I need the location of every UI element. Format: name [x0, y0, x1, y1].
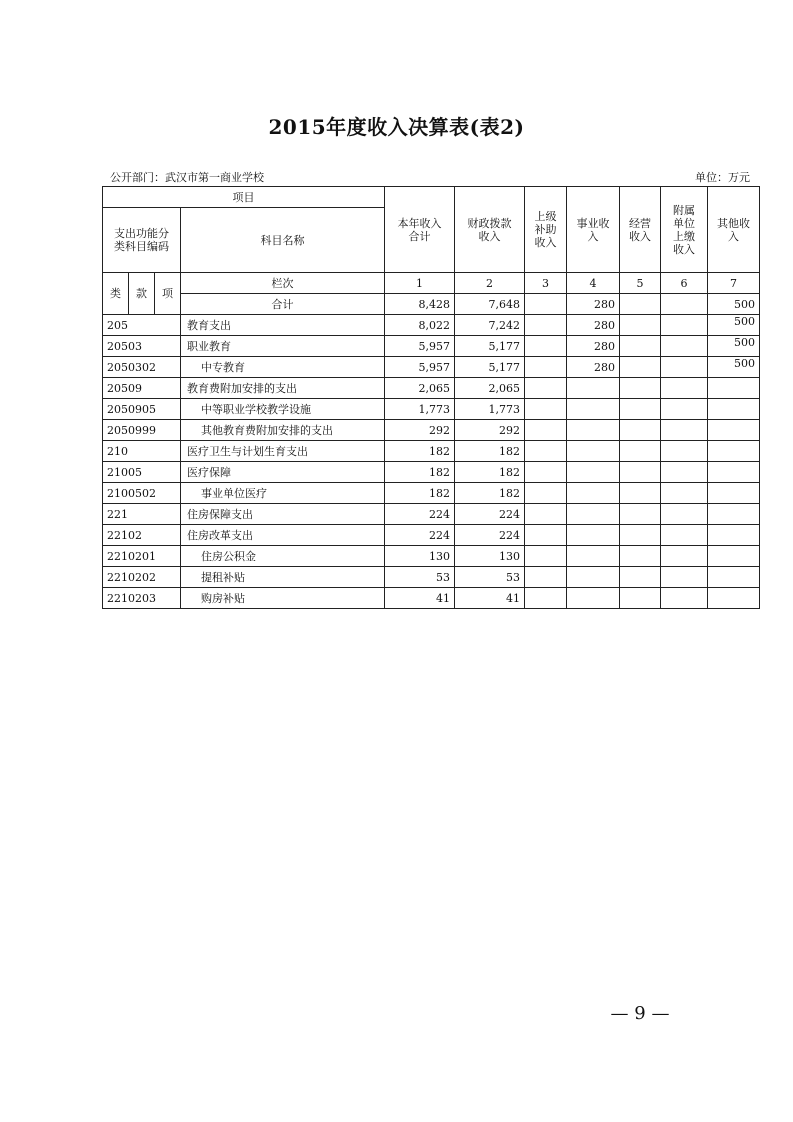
header-fiscal: 财政拨款收入	[455, 187, 525, 273]
row-cell-total: 130	[385, 546, 455, 567]
row-cell-total: 224	[385, 525, 455, 546]
header-other: 其他收入	[708, 187, 760, 273]
row-cell-affiliated	[661, 546, 708, 567]
document-title: 2015年度收入决算表(表2)	[268, 115, 525, 139]
total-cell-operating	[620, 294, 661, 315]
total-cell-total: 8,428	[385, 294, 455, 315]
row-cell-affiliated	[661, 525, 708, 546]
header-superior: 上级补助收入	[525, 187, 567, 273]
row-cell-operating	[620, 336, 661, 357]
total-cell-business: 280	[567, 294, 620, 315]
row-cell-affiliated	[661, 336, 708, 357]
header-xiang: 项	[155, 273, 181, 315]
total-label: 合计	[181, 294, 385, 315]
row-cell-affiliated	[661, 504, 708, 525]
header-subject-name: 科目名称	[181, 208, 385, 273]
row-cell-fiscal: 7,242	[455, 315, 525, 336]
row-code: 2050302	[103, 357, 181, 378]
row-subject-name: 教育费附加安排的支出	[181, 378, 385, 399]
row-cell-other: 500	[708, 336, 760, 357]
row-cell-other	[708, 420, 760, 441]
row-subject-name: 购房补贴	[181, 588, 385, 609]
row-cell-superior	[525, 420, 567, 441]
table-row	[103, 315, 760, 336]
total-cell-other: 500	[708, 294, 760, 315]
col-index-1: 1	[385, 273, 455, 294]
row-cell-superior	[525, 399, 567, 420]
row-cell-total: 8,022	[385, 315, 455, 336]
row-cell-total: 182	[385, 462, 455, 483]
row-cell-business: 280	[567, 357, 620, 378]
header-item: 项目	[103, 187, 385, 208]
table-row	[103, 504, 760, 525]
header-kuan: 款	[129, 273, 155, 315]
row-cell-affiliated	[661, 441, 708, 462]
row-cell-affiliated	[661, 588, 708, 609]
row-subject-name: 住房改革支出	[181, 525, 385, 546]
header-affiliated: 附属单位上缴收入	[661, 187, 708, 273]
row-cell-business: 280	[567, 336, 620, 357]
row-cell-superior	[525, 546, 567, 567]
row-cell-operating	[620, 357, 661, 378]
row-cell-business: 280	[567, 315, 620, 336]
row-cell-business	[567, 546, 620, 567]
row-code: 2100502	[103, 483, 181, 504]
row-code: 205	[103, 315, 181, 336]
col-index-2: 2	[455, 273, 525, 294]
row-subject-name: 提租补贴	[181, 567, 385, 588]
table-row	[103, 336, 760, 357]
row-cell-affiliated	[661, 378, 708, 399]
row-cell-business	[567, 378, 620, 399]
row-cell-other	[708, 399, 760, 420]
row-cell-business	[567, 483, 620, 504]
row-cell-operating	[620, 378, 661, 399]
row-cell-superior	[525, 357, 567, 378]
department-label: 公开部门：武汉市第一商业学校	[110, 171, 264, 184]
col-index-6: 6	[661, 273, 708, 294]
row-cell-fiscal: 224	[455, 525, 525, 546]
row-subject-name: 医疗卫生与计划生育支出	[181, 441, 385, 462]
row-code: 20509	[103, 378, 181, 399]
row-cell-total: 53	[385, 567, 455, 588]
row-cell-fiscal: 53	[455, 567, 525, 588]
row-cell-superior	[525, 441, 567, 462]
row-cell-other	[708, 504, 760, 525]
header-lanci: 栏次	[181, 273, 385, 294]
row-cell-operating	[620, 546, 661, 567]
row-code: 2210201	[103, 546, 181, 567]
row-cell-fiscal: 182	[455, 483, 525, 504]
row-subject-name: 其他教育费附加安排的支出	[181, 420, 385, 441]
row-cell-superior	[525, 378, 567, 399]
row-cell-affiliated	[661, 567, 708, 588]
header-func-code: 支出功能分类科目编码	[103, 208, 181, 273]
row-cell-affiliated	[661, 483, 708, 504]
col-index-4: 4	[567, 273, 620, 294]
row-cell-fiscal: 182	[455, 462, 525, 483]
row-cell-superior	[525, 462, 567, 483]
row-cell-fiscal: 41	[455, 588, 525, 609]
row-subject-name: 中等职业学校教学设施	[181, 399, 385, 420]
row-cell-other: 500	[708, 357, 760, 378]
row-cell-business	[567, 399, 620, 420]
header-business: 事业收入	[567, 187, 620, 273]
row-cell-other	[708, 567, 760, 588]
row-cell-business	[567, 567, 620, 588]
row-cell-total: 182	[385, 483, 455, 504]
row-code: 22102	[103, 525, 181, 546]
row-cell-operating	[620, 525, 661, 546]
row-cell-superior	[525, 483, 567, 504]
row-subject-name: 住房保障支出	[181, 504, 385, 525]
row-code: 2210203	[103, 588, 181, 609]
row-cell-fiscal: 130	[455, 546, 525, 567]
col-index-7: 7	[708, 273, 760, 294]
row-subject-name: 住房公积金	[181, 546, 385, 567]
row-cell-fiscal: 224	[455, 504, 525, 525]
row-cell-fiscal: 182	[455, 441, 525, 462]
row-cell-other	[708, 483, 760, 504]
table-row	[103, 462, 760, 483]
row-cell-fiscal: 2,065	[455, 378, 525, 399]
row-cell-business	[567, 588, 620, 609]
table-row	[103, 441, 760, 462]
row-subject-name: 中专教育	[181, 357, 385, 378]
row-cell-operating	[620, 504, 661, 525]
row-cell-business	[567, 525, 620, 546]
row-cell-business	[567, 441, 620, 462]
row-cell-affiliated	[661, 420, 708, 441]
row-cell-other	[708, 378, 760, 399]
row-code: 2210202	[103, 567, 181, 588]
total-cell-superior	[525, 294, 567, 315]
row-cell-other	[708, 588, 760, 609]
row-cell-operating	[620, 441, 661, 462]
row-cell-operating	[620, 420, 661, 441]
row-code: 210	[103, 441, 181, 462]
row-subject-name: 教育支出	[181, 315, 385, 336]
row-cell-other	[708, 441, 760, 462]
row-cell-operating	[620, 399, 661, 420]
row-cell-fiscal: 5,177	[455, 357, 525, 378]
total-cell-fiscal: 7,648	[455, 294, 525, 315]
row-cell-operating	[620, 483, 661, 504]
table-row	[103, 525, 760, 546]
row-code: 221	[103, 504, 181, 525]
row-cell-fiscal: 1,773	[455, 399, 525, 420]
page-number: — 9 —	[610, 1003, 670, 1024]
table-row	[103, 378, 760, 399]
row-cell-business	[567, 504, 620, 525]
row-cell-other	[708, 525, 760, 546]
total-row	[103, 294, 760, 315]
header-total: 本年收入合计	[385, 187, 455, 273]
row-code: 21005	[103, 462, 181, 483]
table-row	[103, 588, 760, 609]
income-table	[102, 186, 760, 609]
row-cell-total: 182	[385, 441, 455, 462]
row-cell-business	[567, 420, 620, 441]
table-row	[103, 567, 760, 588]
col-index-3: 3	[525, 273, 567, 294]
col-index-5: 5	[620, 273, 661, 294]
row-cell-other	[708, 546, 760, 567]
row-cell-superior	[525, 588, 567, 609]
unit-label: 单位：万元	[695, 171, 750, 184]
row-code: 2050905	[103, 399, 181, 420]
table-row	[103, 420, 760, 441]
row-cell-total: 1,773	[385, 399, 455, 420]
row-cell-affiliated	[661, 462, 708, 483]
header-lei: 类	[103, 273, 129, 315]
row-cell-superior	[525, 336, 567, 357]
row-cell-total: 5,957	[385, 357, 455, 378]
header-operating: 经营收入	[620, 187, 661, 273]
row-cell-superior	[525, 567, 567, 588]
table-row	[103, 546, 760, 567]
table-row	[103, 483, 760, 504]
row-cell-other	[708, 462, 760, 483]
table-row	[103, 399, 760, 420]
row-cell-operating	[620, 315, 661, 336]
row-cell-total: 5,957	[385, 336, 455, 357]
row-cell-operating	[620, 588, 661, 609]
row-cell-total: 224	[385, 504, 455, 525]
row-code: 2050999	[103, 420, 181, 441]
row-cell-superior	[525, 504, 567, 525]
row-cell-other: 500	[708, 315, 760, 336]
row-cell-total: 2,065	[385, 378, 455, 399]
row-subject-name: 事业单位医疗	[181, 483, 385, 504]
row-cell-fiscal: 5,177	[455, 336, 525, 357]
row-cell-superior	[525, 315, 567, 336]
row-cell-total: 41	[385, 588, 455, 609]
row-cell-operating	[620, 567, 661, 588]
total-cell-affiliated	[661, 294, 708, 315]
row-cell-affiliated	[661, 399, 708, 420]
row-cell-total: 292	[385, 420, 455, 441]
table-row	[103, 357, 760, 378]
row-cell-business	[567, 462, 620, 483]
row-cell-fiscal: 292	[455, 420, 525, 441]
row-cell-affiliated	[661, 315, 708, 336]
row-cell-superior	[525, 525, 567, 546]
row-subject-name: 医疗保障	[181, 462, 385, 483]
row-cell-affiliated	[661, 357, 708, 378]
row-code: 20503	[103, 336, 181, 357]
row-cell-operating	[620, 462, 661, 483]
row-subject-name: 职业教育	[181, 336, 385, 357]
